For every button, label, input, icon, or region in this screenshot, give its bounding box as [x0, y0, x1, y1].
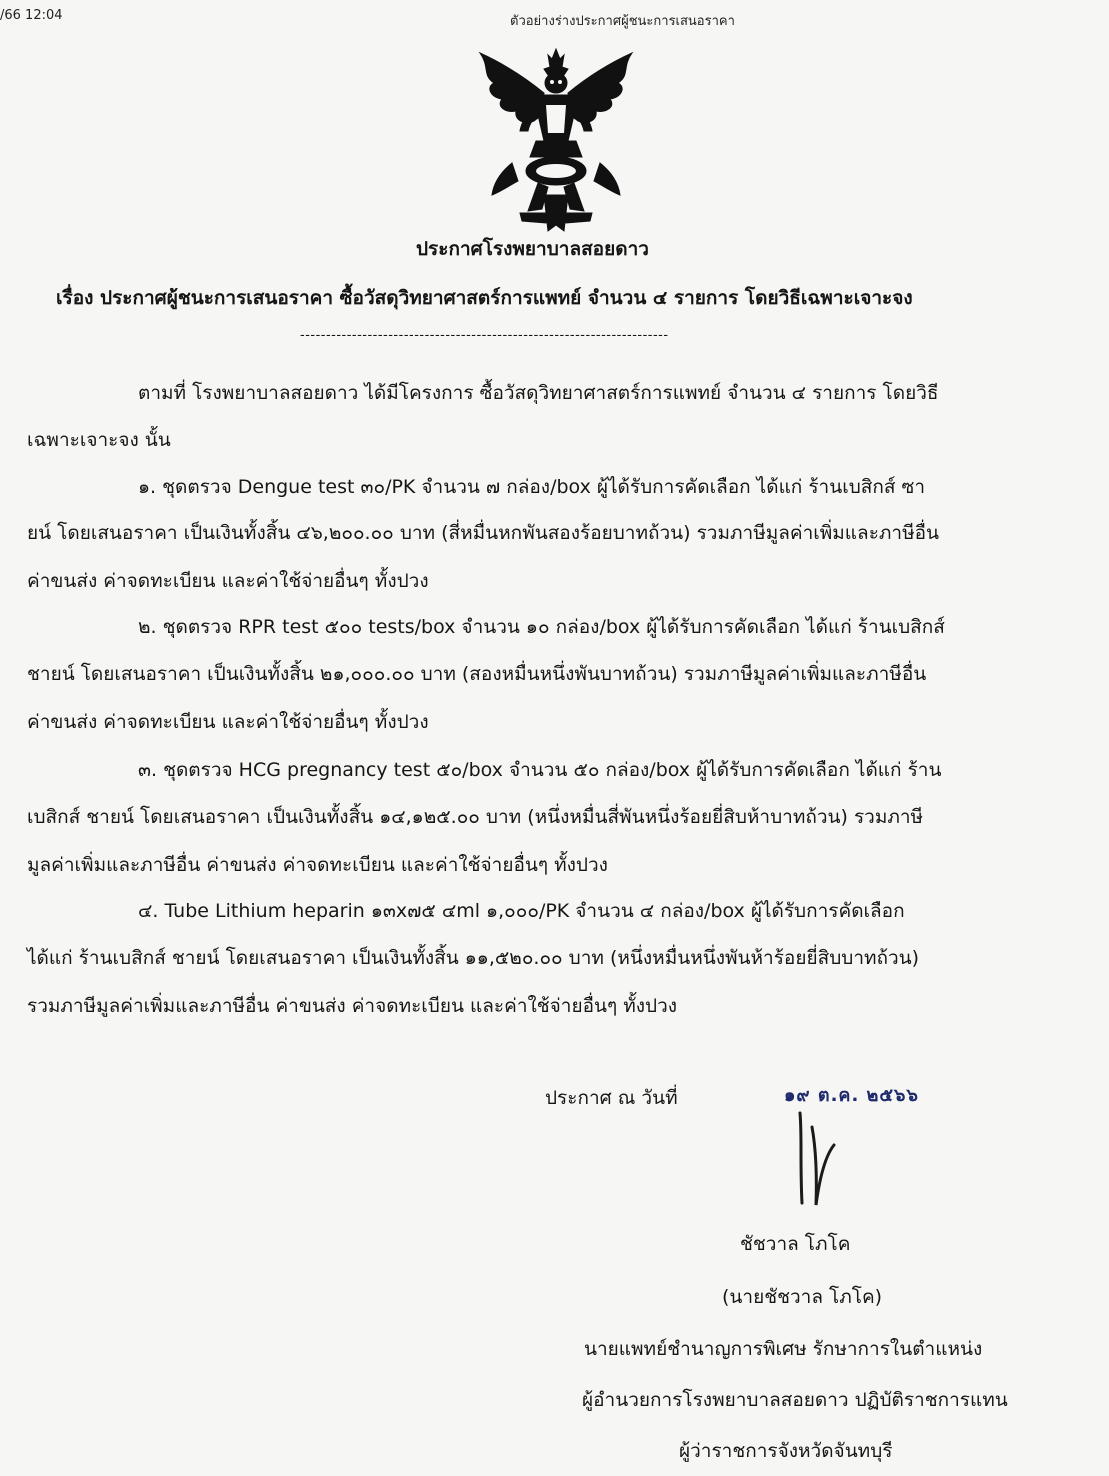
signer-name: ชัชวาล โภโค — [740, 1233, 851, 1255]
draft-label: ตัวอย่างร่างประกาศผู้ชนะการเสนอราคา — [510, 14, 735, 29]
item-1-line-3: ค่าขนส่ง ค่าจดทะเบียน และค่าใช้จ่ายอื่นๆ ทั้งปวง — [27, 570, 429, 592]
garuda-emblem-icon — [472, 45, 640, 235]
signature-mark-icon — [790, 1105, 840, 1210]
print-header-timestamp: /66 12:04 — [0, 8, 63, 23]
announce-date-label: ประกาศ ณ วันที่ — [545, 1087, 678, 1109]
separator-line: ----------------------------------------------------------------------- — [300, 328, 669, 343]
intro-line-2: เฉพาะเจาะจง นั้น — [27, 429, 171, 451]
item-4-line-2: ได้แก่ ร้านเบสิกส์ ชายน์ โดยเสนอราคา เป็นเงินทั้งสิ้น ๑๑,๕๒๐.๐๐ บาท (หนึ่งหมื่นหนึ่งพันห้าร้อยยี่สิบบาทถ้วน) — [27, 947, 920, 969]
intro-line-1: ตามที่ โรงพยาบาลสอยดาว ได้มีโครงการ ซื้อวัสดุวิทยาศาสตร์การแพทย์ จำนวน ๔ รายการ โดยวิธี — [138, 382, 939, 404]
item-2-line-1: ๒. ชุดตรวจ RPR test ๕๐๐ tests/box จำนวน ๑๐ กล่อง/box ผู้ได้รับการคัดเลือก ได้แก่ ร้านเบสิกส์ — [138, 616, 945, 638]
signer-position-2: ผู้อำนวยการโรงพยาบาลสอยดาว ปฏิบัติราชการแทน — [582, 1389, 1008, 1411]
item-2-line-2: ชายน์ โดยเสนอราคา เป็นเงินทั้งสิ้น ๒๑,๐๐๐.๐๐ บาท (สองหมื่นหนึ่งพันบาทถ้วน) รวมภาษีมูลค่าเพิ่มและภาษีอื่น — [27, 663, 927, 685]
item-3-line-1: ๓. ชุดตรวจ HCG pregnancy test ๕๐/box จำนวน ๕๐ กล่อง/box ผู้ได้รับการคัดเลือก ได้แก่ ร้าน — [138, 759, 942, 781]
signer-full-name: (นายชัชวาล โภโค) — [722, 1286, 883, 1308]
item-1-line-2: ยน์ โดยเสนอราคา เป็นเงินทั้งสิ้น ๔๖,๒๐๐.๐๐ บาท (สี่หมื่นหกพันสองร้อยบาทถ้วน) รวมภาษีมูลค่าเพิ่มและภาษีอื่น — [27, 522, 940, 544]
signer-position-3: ผู้ว่าราชการจังหวัดจันทบุรี — [679, 1440, 893, 1462]
item-1-line-1: ๑. ชุดตรวจ Dengue test ๓๐/PK จำนวน ๗ กล่อง/box ผู้ได้รับการคัดเลือก ได้แก่ ร้านเบสิกส์ ซา — [138, 476, 926, 498]
item-4-line-3: รวมภาษีมูลค่าเพิ่มและภาษีอื่น ค่าขนส่ง ค่าจดทะเบียน และค่าใช้จ่ายอื่นๆ ทั้งปวง — [27, 995, 678, 1017]
item-3-line-2: เบสิกส์ ชายน์ โดยเสนอราคา เป็นเงินทั้งสิ้น ๑๔,๑๒๕.๐๐ บาท (หนึ่งหมื่นสี่พันหนึ่งร้อยยี่สิบห้าบาทถ้วน) รวมภาษี — [27, 806, 924, 828]
announce-date-value: ๑๙ ต.ค. ๒๕๖๖ — [784, 1085, 919, 1106]
document-subject: เรื่อง ประกาศผู้ชนะการเสนอราคา ซื้อวัสดุวิทยาศาสตร์การแพทย์ จำนวน ๔ รายการ โดยวิธีเฉพาะเจาะจง — [56, 287, 913, 309]
signer-position-1: นายแพทย์ชำนาญการพิเศษ รักษาการในตำแหน่ง — [584, 1338, 983, 1360]
document-title: ประกาศโรงพยาบาลสอยดาว — [416, 238, 649, 260]
item-4-line-1: ๔. Tube Lithium heparin ๑๓x๗๕ ๔ml ๑,๐๐๐/PK จำนวน ๔ กล่อง/box ผู้ได้รับการคัดเลือก — [138, 900, 905, 922]
item-3-line-3: มูลค่าเพิ่มและภาษีอื่น ค่าขนส่ง ค่าจดทะเบียน และค่าใช้จ่ายอื่นๆ ทั้งปวง — [27, 854, 608, 876]
item-2-line-3: ค่าขนส่ง ค่าจดทะเบียน และค่าใช้จ่ายอื่นๆ ทั้งปวง — [27, 711, 429, 733]
